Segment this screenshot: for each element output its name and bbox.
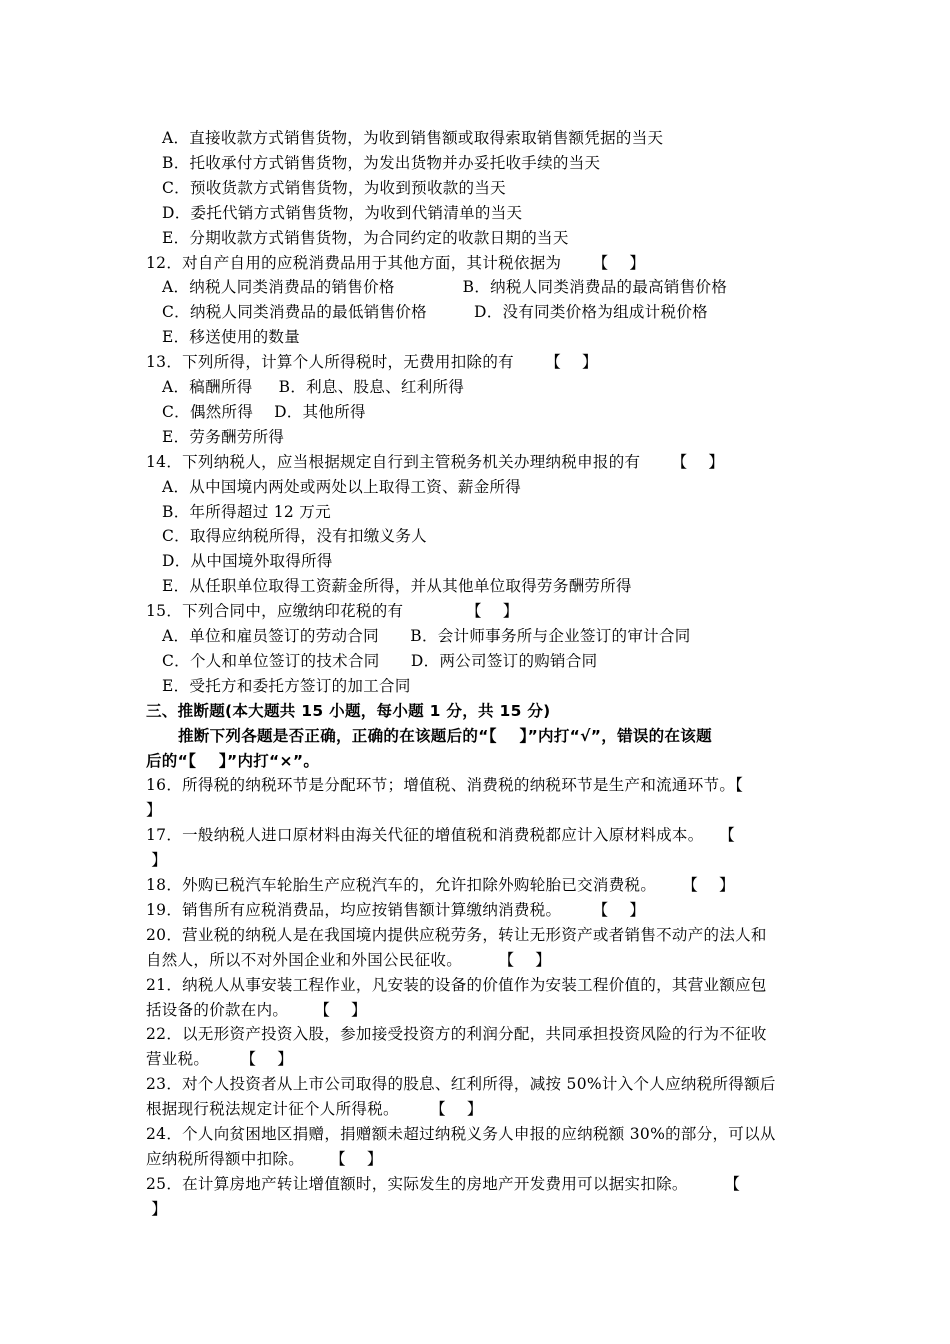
question-text-line: A．稿酬所得 B．利息、股息、红利所得 xyxy=(162,378,465,396)
section-text-line: 推断下列各题是否正确，正确的在该题后的“【 】”内打“√”，错误的在该题 xyxy=(178,726,712,745)
question-text-line: 24．个人向贫困地区捐赠，捐赠额未超过纳税义务人申报的应纳税额 30%的部分，可以从 xyxy=(146,1125,776,1143)
question-text-line: 13．下列所得，计算个人所得税时，无费用扣除的有 【 】 xyxy=(146,353,598,372)
question-text-line: 14．下列纳税人，应当根据规定自行到主管税务机关办理纳税申报的有 【 】 xyxy=(146,452,725,471)
question-text-line: D．委托代销方式销售货物，为收到代销清单的当天 xyxy=(162,203,523,222)
question-text-line: 12．对自产自用的应税消费品用于其他方面，其计税依据为 【 】 xyxy=(146,253,646,272)
question-text-line: C．纳税人同类消费品的最低销售价格 D．没有同类价格为组成计税价格 xyxy=(162,303,708,322)
question-text-line: C．偶然所得 D．其他所得 xyxy=(162,402,366,421)
question-text-line: A．从中国境内两处或两处以上取得工资、薪金所得 xyxy=(162,477,522,496)
question-text-line: A．纳税人同类消费品的销售价格 B．纳税人同类消费品的最高销售价格 xyxy=(162,278,728,297)
question-text-line: 23．对个人投资者从上市公司取得的股息、红利所得，减按 50%计入个人应纳税所得额后 xyxy=(146,1075,776,1094)
question-text-line: 17．一般纳税人进口原材料由海关代征的增值税和消费税都应计入原材料成本。 【 xyxy=(146,826,736,845)
question-text-line: 18．外购已税汽车轮胎生产应税汽车的，允许扣除外购轮胎已交消费税。 【 】 xyxy=(146,876,735,894)
question-text-line: 应纳税所得额中扣除。 【 】 xyxy=(146,1149,383,1168)
question-text-line: A．直接收款方式销售货物，为收到销售额或取得索取销售额凭据的当天 xyxy=(162,129,664,147)
section-text-line: 后的“【 】”内打“×”。 xyxy=(146,751,320,770)
question-text-line: C．预收货款方式销售货物，为收到预收款的当天 xyxy=(162,178,506,197)
question-text-line: A．单位和雇员签订的劳动合同 B．会计师事务所与企业签订的审计合同 xyxy=(162,627,691,645)
question-text-line: 营业税。 【 】 xyxy=(146,1050,294,1069)
question-text-line: 】 xyxy=(146,801,162,820)
question-text-line: 22．以无形资产投资入股，参加接受投资方的利润分配，共同承担投资风险的行为不征收 xyxy=(146,1025,767,1044)
question-text-line: 根据现行税法规定计征个人所得税。 【 】 xyxy=(146,1100,483,1119)
question-text-line: D．从中国境外取得所得 xyxy=(162,552,333,571)
question-text-line: 16．所得税的纳税环节是分配环节；增值税、消费税的纳税环节是生产和流通环节。【 xyxy=(146,776,744,795)
question-text-line: E．受托方和委托方签订的加工合同 xyxy=(162,676,411,695)
question-text-line: 】 xyxy=(146,851,168,870)
section-text-line: 三、推断题(本大题共 15 小题，每小题 1 分，共 15 分) xyxy=(146,701,551,720)
question-text-line: C．个人和单位签订的技术合同 D．两公司签订的购销合同 xyxy=(162,651,598,670)
question-text-line: 21．纳税人从事安装工程作业，凡安装的设备的价值作为安装工程价值的，其营业额应包 xyxy=(146,975,767,994)
question-text-line: 括设备的价款在内。 【 】 xyxy=(146,1000,367,1019)
question-text-line: E．分期收款方式销售货物，为合同约定的收款日期的当天 xyxy=(162,228,569,247)
question-text-line: 】 xyxy=(146,1199,168,1218)
question-text-line: 15．下列合同中，应缴纳印花税的有 【 】 xyxy=(146,602,519,621)
question-text-line: 自然人，所以不对外国企业和外国公民征收。 【 】 xyxy=(146,950,552,969)
question-text-line: 19．销售所有应税消费品，均应按销售额计算缴纳消费税。 【 】 xyxy=(146,900,646,919)
question-text-line: E．移送使用的数量 xyxy=(162,328,301,347)
question-text-line: E．劳务酬劳所得 xyxy=(162,427,285,446)
question-text-line: B．年所得超过 12 万元 xyxy=(162,502,331,521)
question-text-line: E．从任职单位取得工资薪金所得，并从其他单位取得劳务酬劳所得 xyxy=(162,577,632,596)
question-text-line: B．托收承付方式销售货物，为发出货物并办妥托收手续的当天 xyxy=(162,153,601,172)
question-text-line: 20．营业税的纳税人是在我国境内提供应税劳务，转让无形资产或者销售不动产的法人和 xyxy=(146,925,767,944)
question-text-line: C．取得应纳税所得，没有扣缴义务人 xyxy=(162,527,427,546)
question-text-line: 25．在计算房地产转让增值额时，实际发生的房地产开发费用可以据实扣除。 【 xyxy=(146,1174,741,1193)
